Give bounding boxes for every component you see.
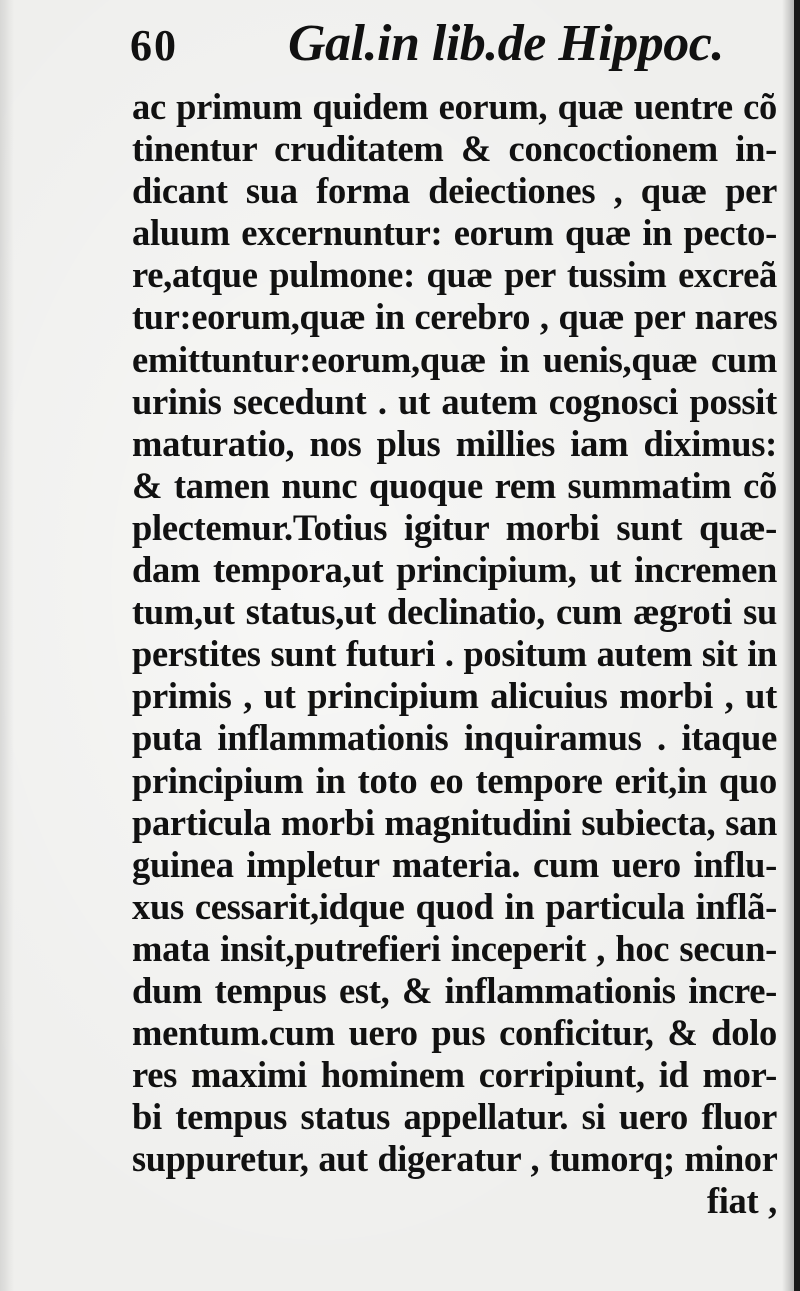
text-line: primis , ut principium alicuius morbi , ut bbox=[132, 675, 777, 717]
text-line: & tamen nunc quoque rem summatim cõ bbox=[132, 464, 777, 506]
body-text bbox=[132, 86, 777, 1223]
page-number: 60 bbox=[130, 21, 178, 70]
text-line: dicant sua forma deiectiones , quæ per bbox=[132, 170, 777, 212]
text-line: res maximi hominem corripiunt, id mor- bbox=[132, 1054, 777, 1096]
text-line: plectemur.Totius igitur morbi sunt quæ- bbox=[132, 506, 777, 548]
page-edge-shadow bbox=[794, 0, 800, 1291]
page-header bbox=[130, 14, 770, 84]
text-line: dam tempora,ut principium, ut incremen bbox=[132, 549, 777, 591]
text-line: dum tempus est, & inflammationis incre- bbox=[132, 969, 777, 1011]
text-line: tur:eorum,quæ in cerebro , quæ per nares bbox=[132, 296, 778, 338]
text-line: puta inflammationis inquiramus . itaque bbox=[132, 717, 777, 759]
text-line: urinis secedunt . ut autem cognosci possit bbox=[132, 380, 777, 422]
text-line: tum,ut status,ut declinatio, cum ægroti su bbox=[132, 591, 777, 633]
text-line: guinea impletur materia. cum uero influ- bbox=[132, 843, 777, 885]
text-line: ac primum quidem eorum, quæ uentre cõ bbox=[132, 86, 777, 127]
text-line: bi tempus status appellatur. si uero fluor bbox=[132, 1096, 777, 1138]
running-head: Gal.in lib.de Hippoc. bbox=[288, 15, 724, 72]
text-line: re,atque pulmone: quæ per tussim excreã bbox=[132, 254, 777, 296]
text-line: mentum.cum uero pus conficitur, & dolo bbox=[132, 1012, 777, 1054]
catchword-line: fiat , bbox=[706, 1180, 777, 1222]
text-line: maturatio, nos plus millies iam diximus: bbox=[132, 422, 777, 464]
text-line: perstites sunt futuri . positum autem sit in bbox=[132, 633, 777, 675]
text-line: emittuntur:eorum,quæ in uenis,quæ cum bbox=[132, 338, 777, 380]
text-line: aluum excernuntur: eorum quæ in pecto- bbox=[132, 212, 777, 254]
text-line: tinentur cruditatem & concoctionem in- bbox=[132, 128, 777, 170]
text-line: xus cessarit,idque quod in particula inflã- bbox=[132, 885, 777, 927]
text-line: principium in toto eo tempore erit,in quo bbox=[132, 759, 777, 801]
text-line: particula morbi magnitudini subiecta, san bbox=[132, 801, 777, 843]
text-line: mata insit,putrefieri inceperit , hoc secun- bbox=[132, 927, 777, 969]
text-line: suppuretur, aut digeratur , tumorq; minor bbox=[132, 1138, 778, 1180]
